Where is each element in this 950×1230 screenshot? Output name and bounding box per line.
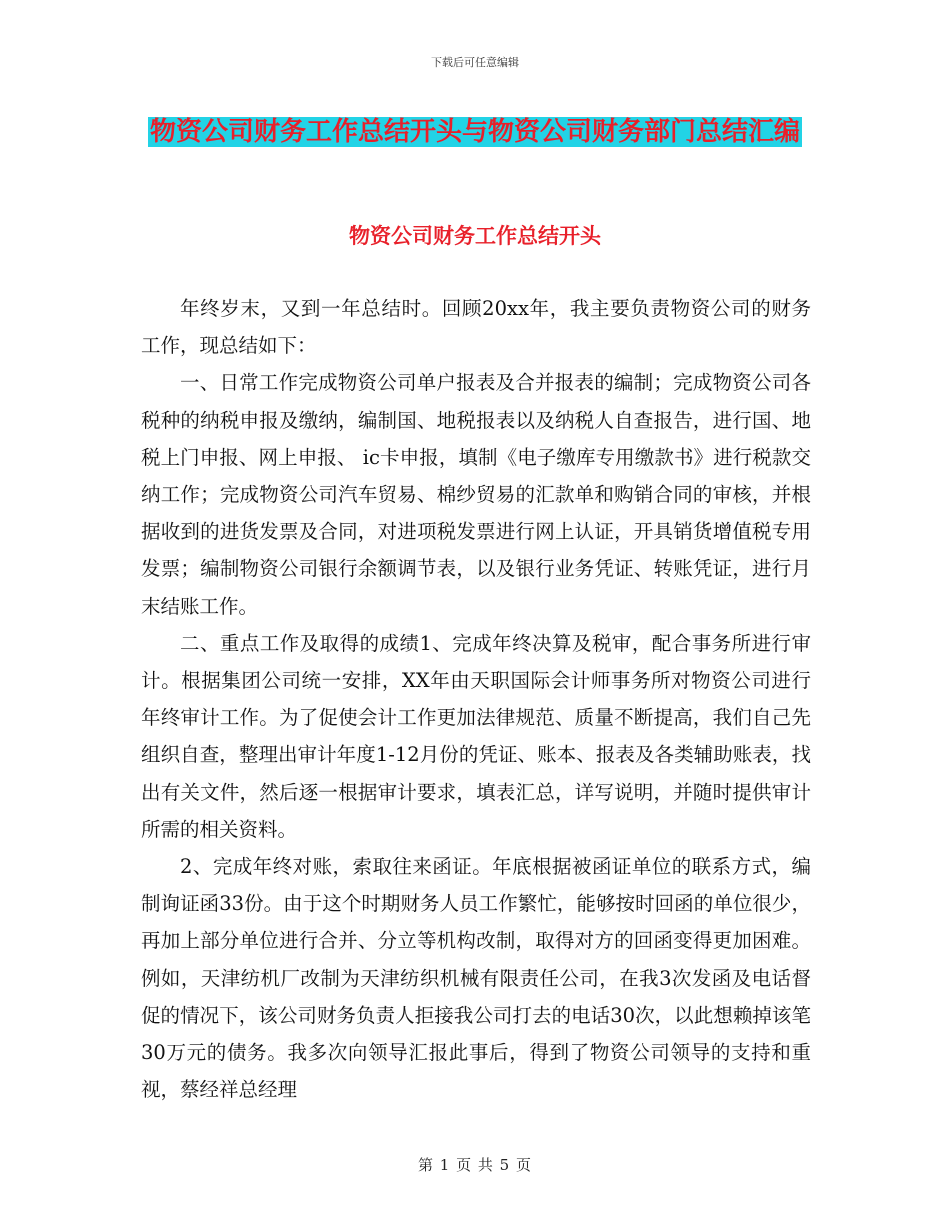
paragraph-reconciliation: 2、完成年终对账，索取往来函证。年底根据被函证单位的联系方式，编制询证函33份。由于这个时期财务人员工作繁忙，能够按时回函的单位很少，再加上部分单位进行合并、分立等机构改制，取得对方的回函变得更加困难。例如，天津纺机厂改制为天津纺织机械有限责任公司，在我3次发函及电话督促的情况下，该公司财务负责人拒接我公司打去的电话30次，以此想赖掉该笔30万元的债务。我多次向领导汇报此事后，得到了物资公司领导的支持和重视，蔡经祥总经理: [141, 855, 811, 1102]
header-note: 下载后可任意编辑: [431, 56, 519, 69]
document-title: [140, 110, 810, 154]
paragraph-daily-work: 一、日常工作完成物资公司单户报表及合并报表的编制；完成物资公司各税种的纳税申报及缴纳，编制国、地税报表以及纳税人自查报告，进行国、地税上门申报、网上申报、 ic卡申报，填制《电子缴库专用缴款书》进行税款交纳工作；完成物资公司汽车贸易、棉纱贸易的汇款单和购销合同的审核，并根据收到的进货发票及合同，对进项税发票进行网上认证，开具销货增值税专用发票；编制物资公司银行余额调节表，以及银行业务凭证、转账凭证，进行月末结账工作。: [141, 371, 811, 618]
paragraph-key-work: 二、重点工作及取得的成绩1、完成年终决算及税审，配合事务所进行审计。根据集团公司统一安排，XX年由天职国际会计师事务所对物资公司进行年终审计工作。为了促使会计工作更加法律规范、质量不断提高，我们自己先组织自查，整理出审计年度1-12月份的凭证、账本、报表及各类辅助账表，找出有关文件，然后逐一根据审计要求，填表汇总，详写说明，并随时提供审计所需的相关资料。: [141, 631, 811, 841]
document-title-text: 物资公司财务工作总结开头与物资公司财务部门总结汇编: [149, 117, 800, 147]
body-text: [141, 290, 811, 1108]
page-footer: 第 1 页 共 5 页: [418, 1156, 532, 1174]
section-title: 物资公司财务工作总结开头: [349, 223, 601, 248]
paragraph-intro: 年终岁末，又到一年总结时。回顾20xx年，我主要负责物资公司的财务工作，现总结如下：: [141, 297, 811, 358]
